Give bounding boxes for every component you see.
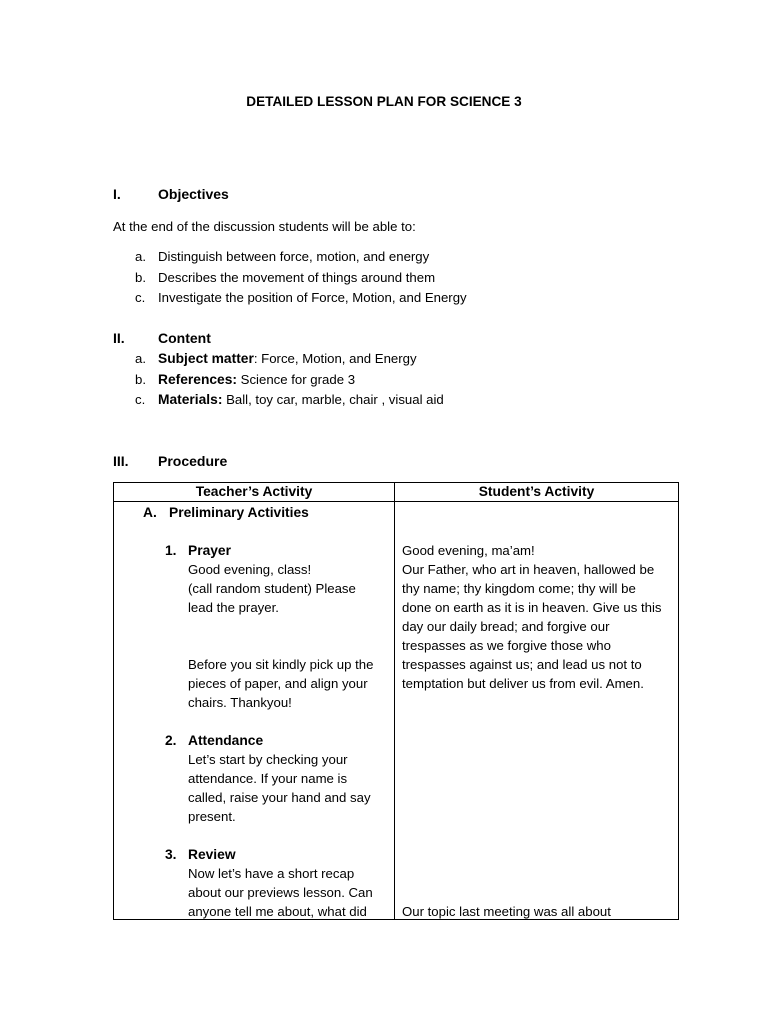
attendance-title: Attendance (188, 733, 264, 748)
prayer-student-line: trespasses against us; and lead us not to (402, 657, 642, 672)
review-teacher-line: anyone tell me about, what did (188, 904, 367, 919)
content-marker-c: c. (135, 392, 146, 407)
content-label-materials: Materials: (158, 392, 223, 407)
objective-item-a: Distinguish between force, motion, and energy (158, 249, 430, 264)
section-marker: A. (143, 505, 157, 520)
content-heading: Content (158, 330, 211, 346)
objective-item-c: Investigate the position of Force, Motion, and Energy (158, 290, 467, 305)
prayer-teacher-line: Good evening, class! (188, 562, 312, 577)
objective-marker-a: a. (135, 249, 146, 264)
attendance-number: 2. (165, 733, 177, 748)
prayer-teacher-line: (call random student) Please (188, 581, 356, 596)
prayer-student-line: day our daily bread; and forgive our (402, 619, 610, 634)
attendance-teacher-line: Let’s start by checking your (188, 752, 348, 767)
procedure-heading: Procedure (158, 453, 228, 469)
attendance-teacher-line: attendance. If your name is (188, 771, 348, 786)
prayer-teacher-line2: Before you sit kindly pick up the (188, 657, 374, 672)
review-teacher-line: Now let’s have a short recap (188, 866, 355, 881)
review-teacher-line: about our previews lesson. Can (188, 885, 373, 900)
objective-marker-c: c. (135, 290, 146, 305)
content-label-references: References: (158, 372, 237, 387)
content-number: II. (113, 330, 125, 346)
teacher-activity-header: Teacher’s Activity (114, 483, 395, 502)
prayer-student-line: thy name; thy kingdom come; thy will be (402, 581, 636, 596)
prayer-teacher-line2: chairs. Thankyou! (188, 695, 292, 710)
attendance-teacher-line: present. (188, 809, 236, 824)
attendance-teacher-line: called, raise your hand and say (188, 790, 371, 805)
content-value-subject: : Force, Motion, and Energy (253, 351, 417, 366)
content-item-c (158, 390, 444, 409)
content-marker-b: b. (135, 372, 146, 387)
prayer-student-line: done on earth as it is in heaven. Give us this (402, 600, 662, 615)
procedure-table (113, 482, 679, 920)
prayer-number: 1. (165, 543, 177, 558)
objectives-heading: Objectives (158, 186, 229, 202)
document-title: DETAILED LESSON PLAN FOR SCIENCE 3 (246, 94, 522, 109)
content-label-subject: Subject matter (158, 351, 254, 366)
student-activity-header: Student’s Activity (395, 483, 679, 502)
content-value-materials: Ball, toy car, marble, chair , visual aid (222, 392, 444, 407)
prayer-student-line: trespasses as we forgive those who (402, 638, 611, 653)
content-marker-a: a. (135, 351, 146, 366)
prayer-student-line: temptation but deliver us from evil. Amen. (402, 676, 644, 691)
student-activity-cell (395, 502, 679, 920)
objective-marker-b: b. (135, 270, 146, 285)
prayer-title: Prayer (188, 543, 231, 558)
content-item-a (158, 349, 417, 368)
prayer-student-line: Our Father, who art in heaven, hallowed be (402, 562, 655, 577)
section-title: Preliminary Activities (169, 505, 309, 520)
review-title: Review (188, 847, 236, 862)
procedure-number: III. (113, 453, 129, 469)
teacher-activity-cell (114, 502, 395, 920)
content-item-b (158, 370, 355, 389)
prayer-teacher-line2: pieces of paper, and align your (188, 676, 368, 691)
content-value-references: Science for grade 3 (237, 372, 356, 387)
objectives-number: I. (113, 186, 121, 202)
review-number: 3. (165, 847, 177, 862)
objective-item-b: Describes the movement of things around them (158, 270, 436, 285)
objectives-intro: At the end of the discussion students will be able to: (113, 219, 416, 234)
prayer-teacher-line: lead the prayer. (188, 600, 279, 615)
review-student-line: Our topic last meeting was all about (402, 904, 611, 919)
prayer-student-line: Good evening, ma’am! (402, 543, 535, 558)
